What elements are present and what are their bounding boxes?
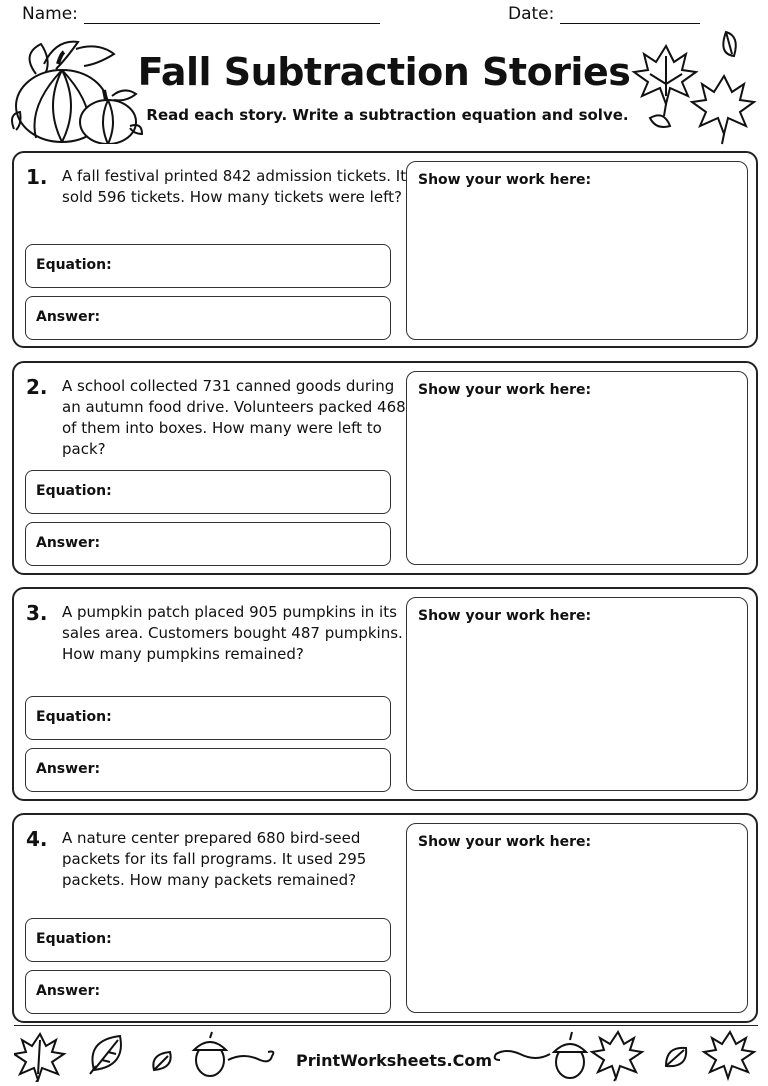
problem-card-3 [12, 587, 758, 801]
name-blank[interactable] [84, 6, 380, 24]
equation-field[interactable] [25, 918, 391, 962]
equation-field[interactable] [25, 696, 391, 740]
equation-field[interactable] [25, 470, 391, 514]
equation-label: Equation: [36, 257, 112, 273]
work-area[interactable] [406, 597, 748, 791]
page-title: Fall Subtraction Stories [137, 50, 631, 94]
work-area[interactable] [406, 823, 748, 1013]
work-label: Show your work here: [418, 172, 592, 188]
answer-field[interactable] [25, 296, 391, 340]
name-line [22, 4, 380, 24]
problem-number: 3. [26, 601, 48, 625]
problem-story: A pumpkin patch placed 905 pumpkins in its sales area. Customers bought 487 pumpkins. How many pumpkins remained? [62, 603, 403, 663]
equation-label: Equation: [36, 709, 112, 725]
problem-number: 4. [26, 827, 48, 851]
answer-field[interactable] [25, 522, 391, 566]
answer-label: Answer: [36, 309, 101, 325]
date-label: Date: [508, 4, 555, 24]
equation-label: Equation: [36, 931, 112, 947]
work-label: Show your work here: [418, 608, 592, 624]
instructions: Read each story. Write a subtraction equation and solve. [146, 106, 629, 124]
problem-story: A nature center prepared 680 bird-seed packets for its fall programs. It used 295 packets. How many packets remained? [62, 829, 367, 889]
equation-field[interactable] [25, 244, 391, 288]
answer-label: Answer: [36, 535, 101, 551]
footer-divider [14, 1025, 758, 1026]
maple-leaf-icon [630, 26, 760, 146]
problem-card-2 [12, 361, 758, 575]
answer-field[interactable] [25, 748, 391, 792]
date-blank[interactable] [560, 6, 700, 24]
work-area[interactable] [406, 371, 748, 565]
answer-label: Answer: [36, 983, 101, 999]
date-line [508, 4, 700, 24]
problem-card-1 [12, 151, 758, 348]
work-label: Show your work here: [418, 834, 592, 850]
problem-card-4 [12, 813, 758, 1023]
problem-number: 1. [26, 165, 48, 189]
problem-number: 2. [26, 375, 48, 399]
name-label: Name: [22, 4, 78, 24]
problem-story: A fall festival printed 842 admission tickets. It sold 596 tickets. How many tickets were left? [62, 167, 407, 206]
work-area[interactable] [406, 161, 748, 340]
equation-label: Equation: [36, 483, 112, 499]
answer-label: Answer: [36, 761, 101, 777]
footer-site: PrintWorksheets.Com [296, 1051, 493, 1070]
acorn-icon [490, 1028, 760, 1082]
leaf-icon [14, 1030, 284, 1082]
answer-field[interactable] [25, 970, 391, 1014]
problem-story: A school collected 731 canned goods during an autumn food drive. Volunteers packed 468 of them into boxes. How many were left to pack? [62, 377, 406, 458]
work-label: Show your work here: [418, 382, 592, 398]
